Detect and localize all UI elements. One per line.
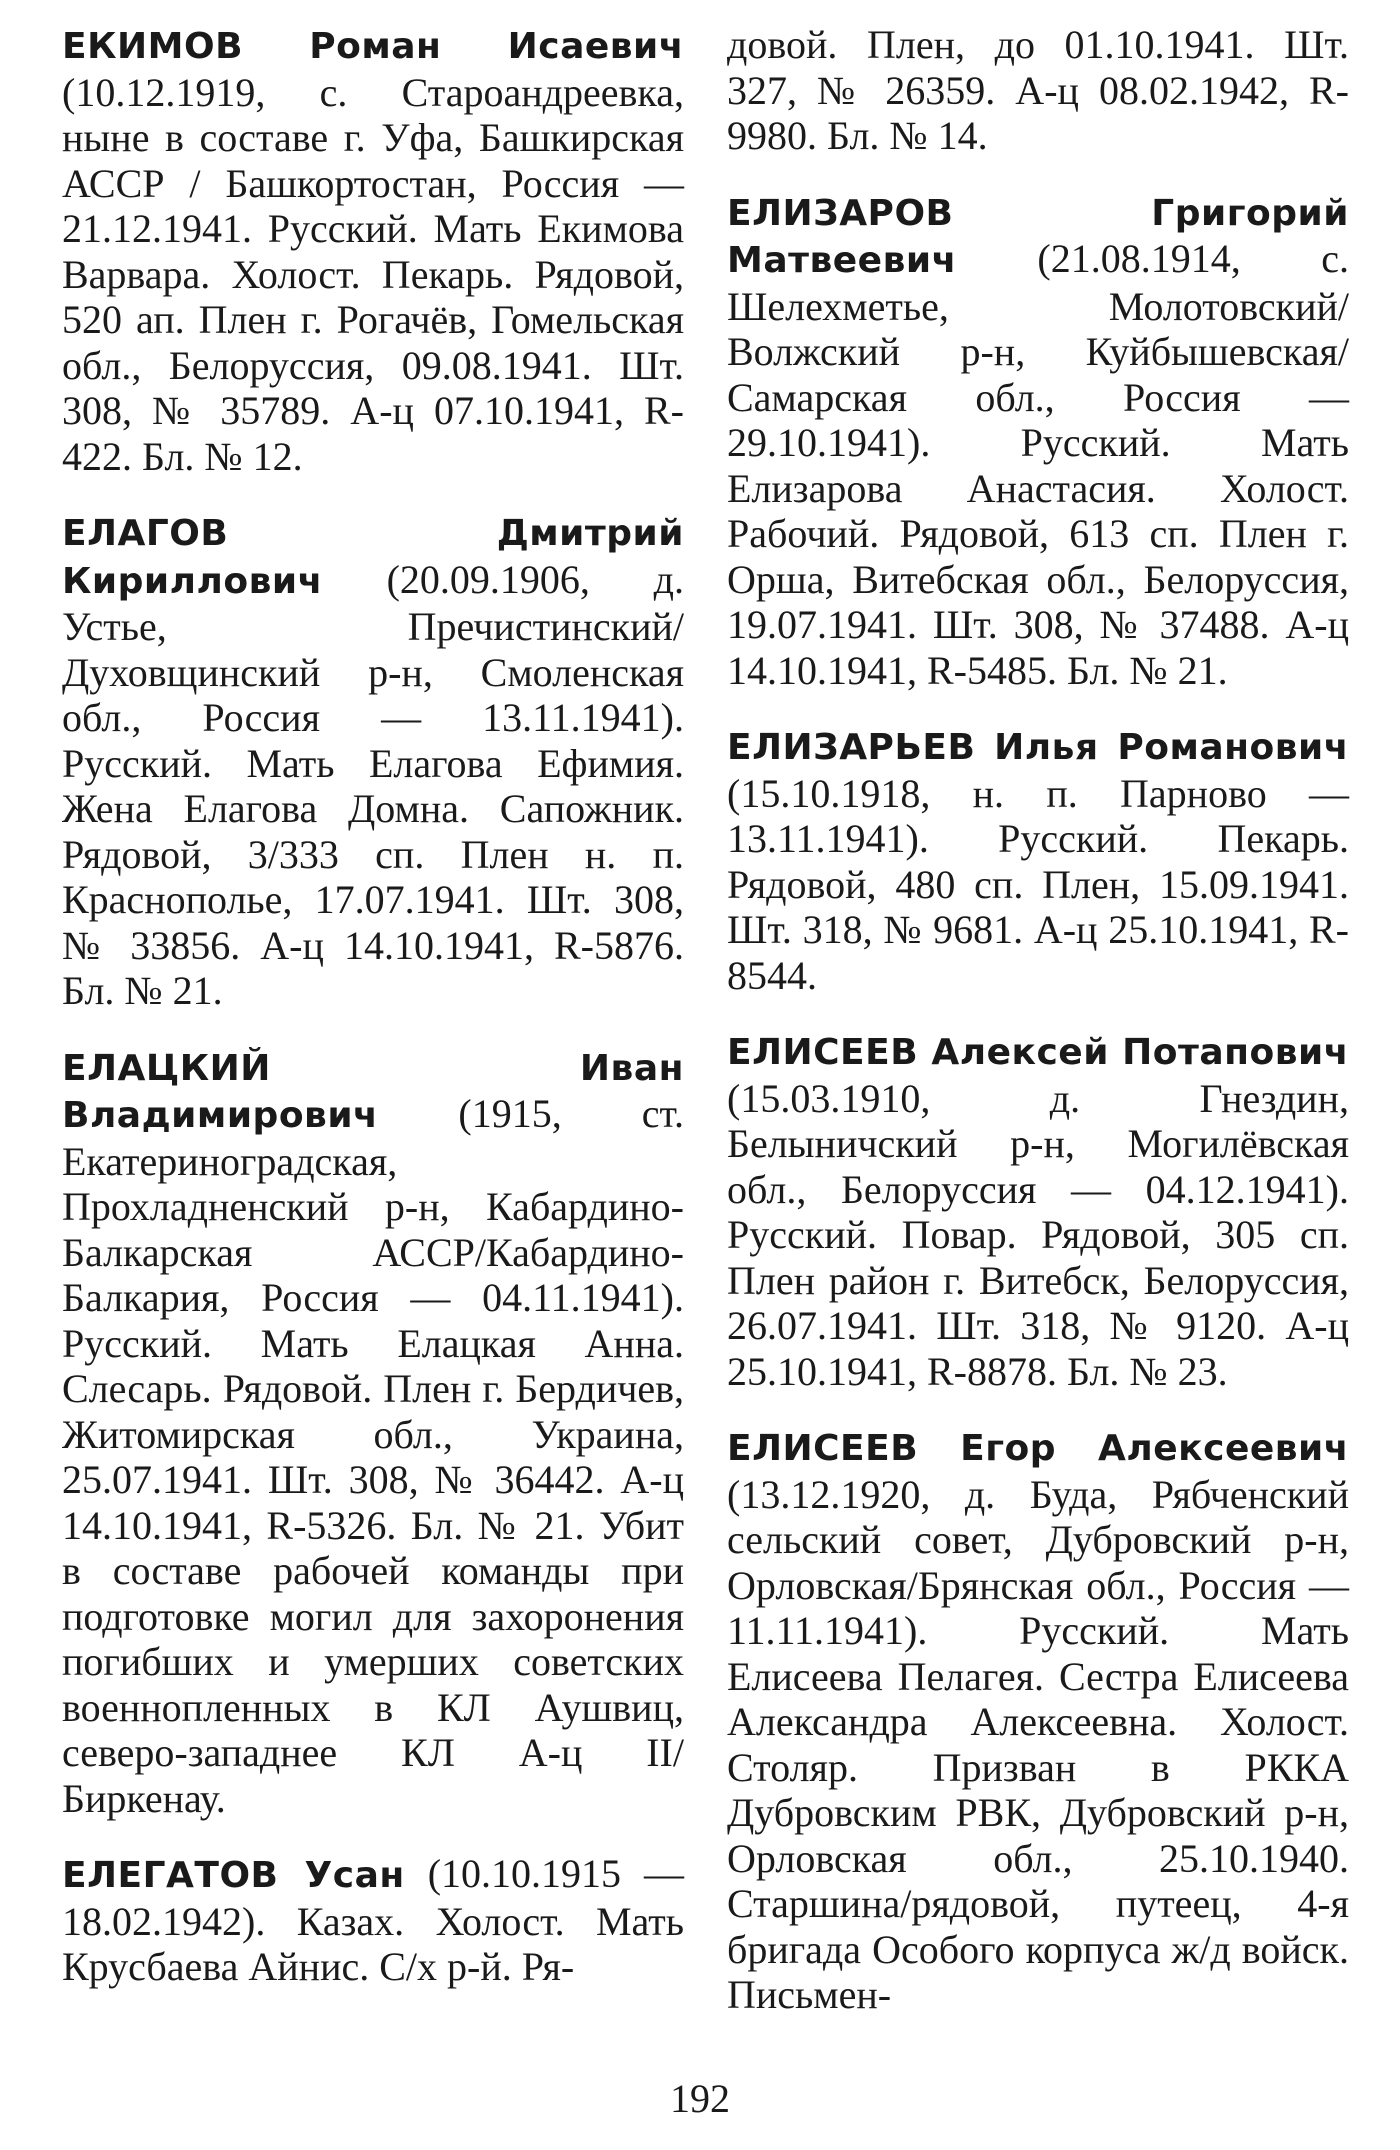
entry-text: (10.12.1919, с. Староандреевка, ныне в составе г. Уфа, Башкирская АССР / Башкортостан, Россия — 21.12.1941. Русский. Мать Екимова Варвара. Холост. Пекарь. Рядовой, 520 ап. Плен г. Рогачёв, Гомельская обл., Белоруссия, 09.08.1941. Шт. 308, № 35789. А-ц 07.10.1941, R-422. Бл. № 12. <box>62 69 684 479</box>
entry-name: ЕЛЕГАТОВ Усан <box>62 1855 405 1896</box>
entry-name: ЕКИМОВ Роман Исаевич <box>62 26 684 67</box>
entry-elizarov <box>727 189 1349 694</box>
entry-elegatov <box>62 1851 684 1990</box>
entry-text: (10.10.1915 — 18.02.1942). Казах. Холост. Мать Крусбаева Айнис. С/х р-й. Ря- <box>62 1851 684 1989</box>
entry-name: ЕЛИСЕЕВ Алексей Потапович <box>727 1032 1349 1073</box>
entry-name: ЕЛИСЕЕВ Егор Алексеевич <box>727 1428 1349 1469</box>
entry-eliseev-aleksey <box>727 1028 1349 1394</box>
entry-name: ЕЛИЗАРОВ Григорий Матвеевич <box>727 192 1349 281</box>
entry-text: (15.03.1910, д. Гнездин, Белыничский р-н, Могилёвская обл., Белоруссия — 04.12.1941). Русский. Повар. Рядовой, 305 сп. Плен район г. Витебск, Белоруссия, 26.07.1941. Шт. 318, № 9120. А-ц 25.10.1941, R-8878. Бл. № 23. <box>727 1075 1349 1394</box>
entry-text: (1915, ст. Екатериноградская, Прохладненский р-н, Кабардино-Балкарская АССР/Кабардино-Балкария, Россия — 04.11.1941). Русский. Мать Елацкая Анна. Слесарь. Рядовой. Плен г. Бердичев, Житомирская обл., Украина, 25.07.1941. Шт. 308, № 36442. А-ц 14.10.1941, R-5326. Бл. № 21. Убит в составе рабочей команды при подготовке могил для захоронения погибших и умерших советских военнопленных в КЛ Аушвиц, северо-западнее КЛ А-ц II/Биркенау. <box>62 1091 684 1821</box>
entry-ekimov <box>62 22 684 479</box>
entry-name: ЕЛАЦКИЙ Иван Владимирович <box>62 1047 684 1136</box>
entry-elizaryev <box>727 723 1349 998</box>
page-number: 192 <box>670 2076 730 2121</box>
entry-text: (13.12.1920, д. Буда, Рябченский сельский совет, Дубровский р-н, Орловская/Брянская обл., Россия — 11.11.1941). Русский. Мать Елисеева Пелагея. Сестра Елисеева Александра Алексеевна. Холост. Столяр. Призван в РККА Дубровским РВК, Дубровский р-н, Орловская обл., 25.10.1940. Старшина/рядовой, путеец, 4-я бригада Особого корпуса ж/д войск. Письмен- <box>727 1471 1349 2017</box>
right-column <box>727 22 1349 2048</box>
entry-continuation: довой. Плен, до 01.10.1941. Шт. 327, № 26359. А-ц 08.02.1942, R-9980. Бл. № 14. <box>727 22 1349 158</box>
left-column <box>62 22 684 2020</box>
entry-name: ЕЛАГОВ Дмитрий Кириллович <box>62 513 684 602</box>
entry-text: (20.09.1906, д. Устье, Пречистинский/Духовщинский р-н, Смоленская обл., Россия — 13.11.1941). Русский. Мать Елагова Ефимия. Жена Елагова Домна. Сапожник. Рядовой, 3/333 сп. Плен н. п. Краснополье, 17.07.1941. Шт. 308, № 33856. А-ц 14.10.1941, R-5876. Бл. № 21. <box>62 556 684 1013</box>
entry-name: ЕЛИЗАРЬЕВ Илья Романович <box>727 727 1349 768</box>
entry-elatsky <box>62 1044 684 1822</box>
entry-text: (21.08.1914, с. Шелехметье, Молотовский/Волжский р-н, Куйбышевская/Самарская обл., Россия — 29.10.1941). Русский. Мать Елизарова Анастасия. Холост. Рабочий. Рядовой, 613 сп. Плен г. Орша, Витебская обл., Белоруссия, 19.07.1941. Шт. 308, № 37488. А-ц 14.10.1941, R-5485. Бл. № 21. <box>727 236 1349 693</box>
entry-eliseev-egor <box>727 1424 1349 2018</box>
entry-elagov <box>62 509 684 1014</box>
entry-text: (15.10.1918, н. п. Парново — 13.11.1941). Русский. Пекарь. Рядовой, 480 сп. Плен, 15.09.1941. Шт. 318, № 9681. А-ц 25.10.1941, R-8544. <box>727 770 1349 998</box>
